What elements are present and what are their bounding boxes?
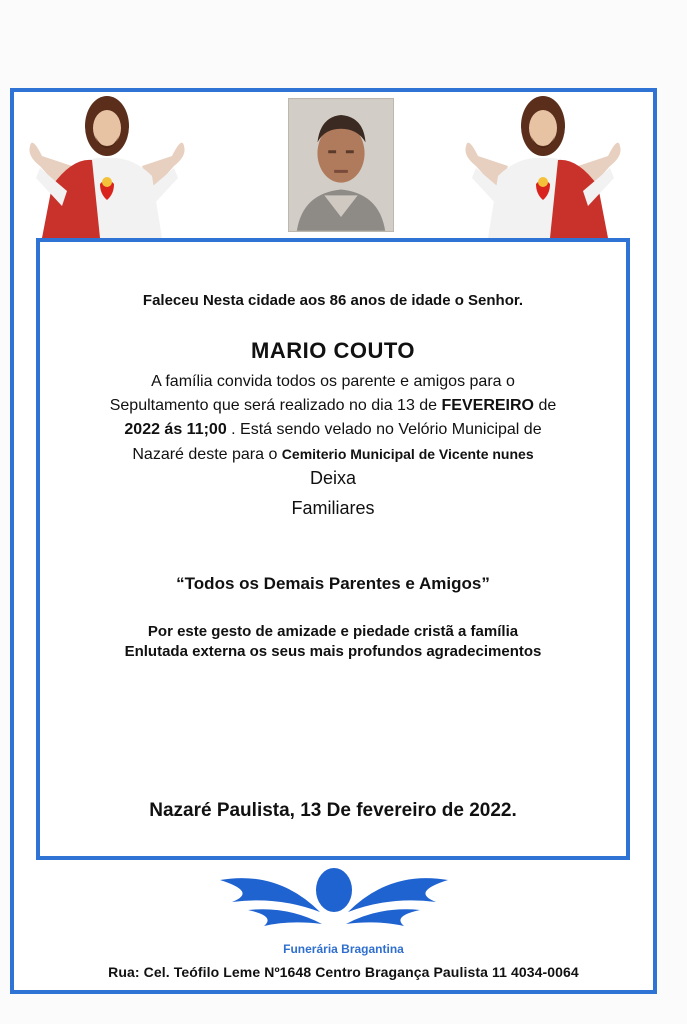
sacred-heart-jesus-icon [22, 96, 192, 238]
funeral-home-name: Funerária Bragantina [283, 942, 404, 956]
familiares-label: Familiares [291, 498, 375, 518]
invite-line-4-pre: Nazaré deste para o [132, 446, 282, 463]
thanks-block [40, 622, 626, 662]
funeral-home-address: Rua: Cel. Teófilo Leme Nº1648 Centro Bragança Paulista 11 4034-0064 [108, 964, 579, 980]
invite-line-2 [40, 394, 626, 418]
invite-line-2-post: de [534, 397, 557, 414]
invite-line-1 [40, 370, 626, 394]
deixa-label: Deixa [309, 468, 357, 488]
date-line: Nazaré Paulista, 13 De fevereiro de 2022. [149, 800, 517, 821]
notice-frame [36, 238, 630, 860]
sacred-heart-jesus-icon [458, 96, 628, 238]
invite-line-3-post: . Está sendo velado no Velório Municipal de [226, 421, 542, 438]
thanks-line-1: Por este gesto de amizade e piedade cristã a família [147, 623, 519, 640]
portrait-photo [288, 98, 394, 232]
intro-text: Faleceu Nesta cidade aos 86 anos de idade o Senhor. [142, 292, 524, 309]
deceased-name: MARIO COUTO [251, 338, 415, 363]
invite-line-4 [40, 442, 626, 467]
thanks-line-2: Enlutada externa os seus mais profundos agradecimentos [124, 643, 542, 660]
funeral-home-logo-icon [218, 866, 450, 942]
invite-line-2-pre: Sepultamento que será realizado no dia 13 de [109, 397, 442, 414]
invite-line-1-text: A família convida todos os parente e amigos para o [151, 373, 515, 390]
quote-text: “Todos os Demais Parentes e Amigos” [176, 574, 490, 593]
burial-month: FEVEREIRO [441, 397, 534, 414]
cemetery-name: Cemiterio Municipal de Vicente nunes [281, 446, 534, 462]
invite-line-3 [40, 418, 626, 442]
burial-date-time: 2022 ás 11;00 [124, 421, 227, 438]
